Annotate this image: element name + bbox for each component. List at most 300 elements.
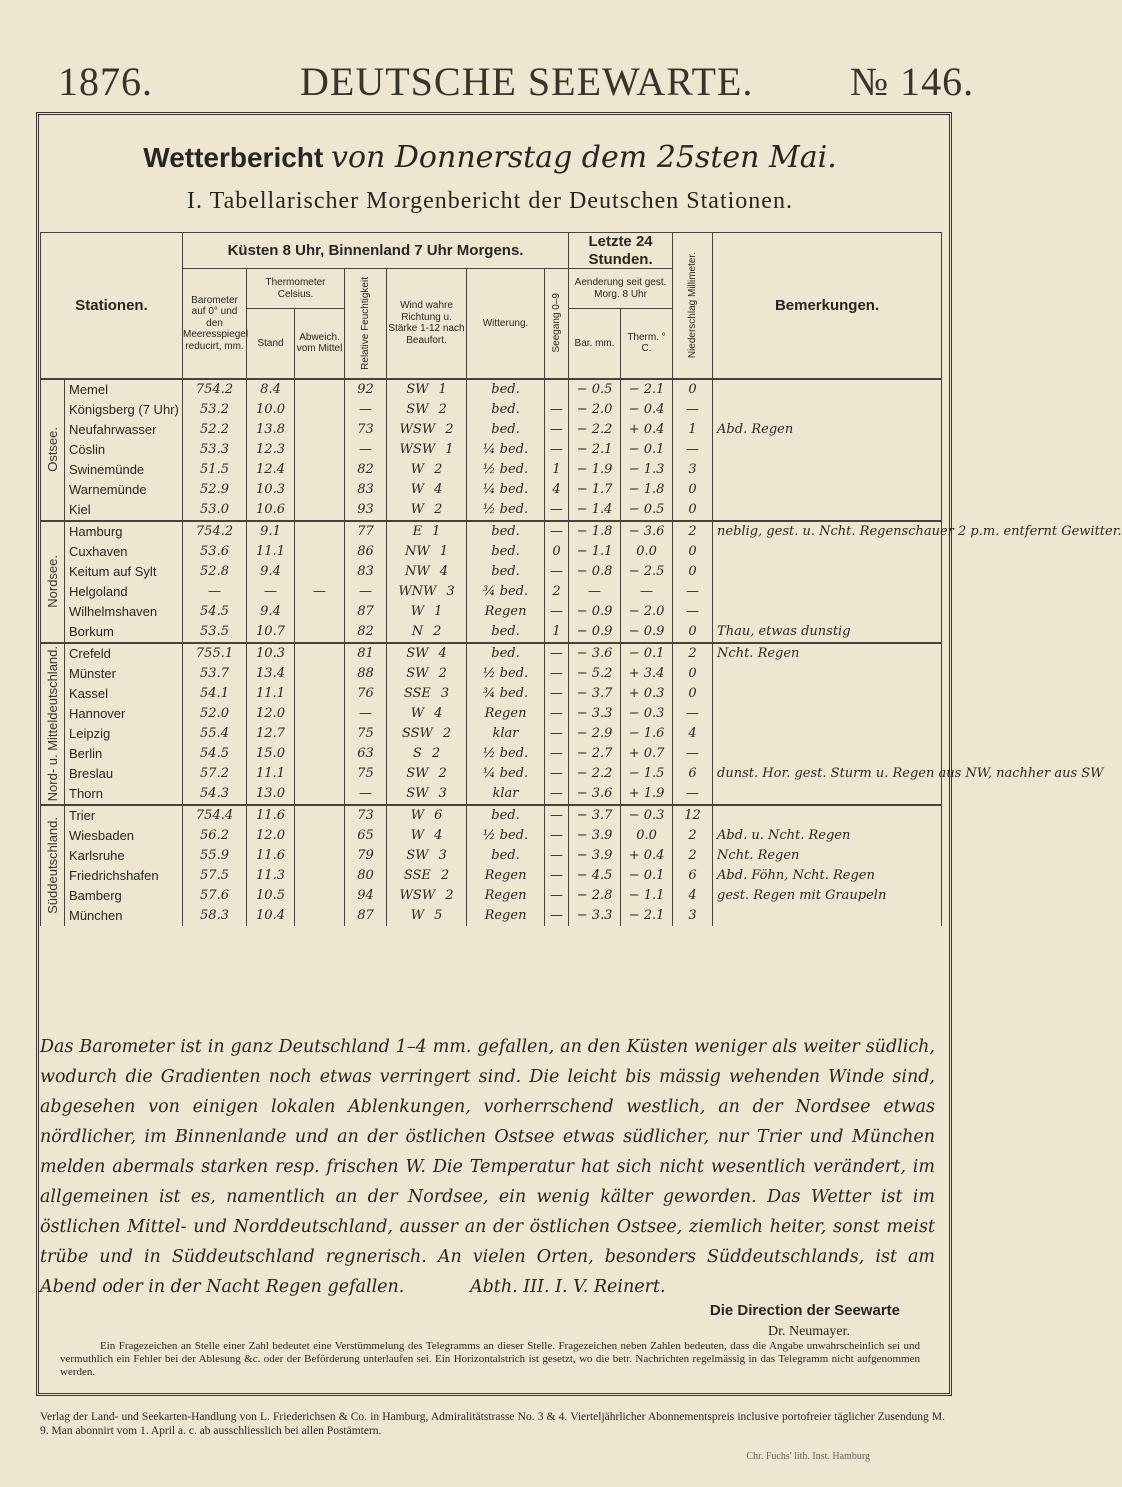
- cell-prec: 2: [673, 826, 713, 846]
- cell-remark: [713, 664, 942, 684]
- cell-sea: —: [545, 664, 569, 684]
- table-row: [41, 724, 942, 744]
- cell-prec: 12: [673, 805, 713, 826]
- cell-weather: ¼ bed.: [467, 440, 545, 460]
- cell-dev: [295, 866, 345, 886]
- cell-baro: 57.6: [183, 886, 247, 906]
- cell-dbar: − 2.7: [569, 744, 621, 764]
- cell-dev: [295, 846, 345, 866]
- cell-wind: SW 4: [387, 643, 467, 664]
- cell-wind: WSW 2: [387, 886, 467, 906]
- cell-prec: —: [673, 602, 713, 622]
- cell-baro: 52.0: [183, 704, 247, 724]
- cell-station: Breslau: [65, 764, 183, 784]
- cell-remark: [713, 784, 942, 805]
- cell-dtherm: − 2.1: [621, 906, 673, 926]
- cell-temp: 11.1: [247, 684, 295, 704]
- cell-temp: 8.4: [247, 379, 295, 400]
- table-row: [41, 664, 942, 684]
- cell-dtherm: − 2.1: [621, 379, 673, 400]
- cell-dbar: − 1.7: [569, 480, 621, 500]
- cell-baro: 755.1: [183, 643, 247, 664]
- cell-baro: 54.5: [183, 602, 247, 622]
- table-row: [41, 379, 942, 400]
- table-row: [41, 744, 942, 764]
- cell-dtherm: − 2.0: [621, 602, 673, 622]
- cell-dbar: —: [569, 582, 621, 602]
- cell-remark: [713, 744, 942, 764]
- cell-prec: 6: [673, 764, 713, 784]
- direction-signature: Die Direction der Seewarte: [709, 1302, 900, 1319]
- col-wind: Wind wahre Richtung u. Stärke 1-12 nach Beaufort.: [387, 269, 467, 379]
- cell-hum: 88: [345, 664, 387, 684]
- cell-wind: NW 4: [387, 562, 467, 582]
- cell-baro: 53.3: [183, 440, 247, 460]
- cell-sea: —: [545, 420, 569, 440]
- col-change: Aenderung seit gest. Morg. 8 Uhr: [569, 269, 673, 309]
- cell-prec: —: [673, 440, 713, 460]
- cell-remark: Ncht. Regen: [713, 846, 942, 866]
- cell-dtherm: + 0.7: [621, 744, 673, 764]
- cell-dtherm: − 0.1: [621, 866, 673, 886]
- cell-baro: 53.2: [183, 400, 247, 420]
- cell-wind: W 2: [387, 460, 467, 480]
- cell-hum: —: [345, 784, 387, 805]
- cell-station: Königsberg (7 Uhr): [65, 400, 183, 420]
- cell-remark: Abd. u. Ncht. Regen: [713, 826, 942, 846]
- cell-temp: 10.5: [247, 886, 295, 906]
- table-row: [41, 521, 942, 542]
- table-body: [41, 379, 1122, 926]
- cell-station: Hannover: [65, 704, 183, 724]
- cell-sea: —: [545, 866, 569, 886]
- cell-weather: bed.: [467, 562, 545, 582]
- cell-dev: [295, 500, 345, 521]
- table-row: [41, 805, 942, 826]
- cell-temp: 9.4: [247, 562, 295, 582]
- cell-prec: 0: [673, 562, 713, 582]
- cell-dtherm: − 2.5: [621, 562, 673, 582]
- cell-prec: 6: [673, 866, 713, 886]
- table-row: [41, 643, 942, 664]
- cell-station: Trier: [65, 805, 183, 826]
- cell-wind: W 5: [387, 906, 467, 926]
- cell-dbar: − 2.8: [569, 886, 621, 906]
- cell-dtherm: + 1.9: [621, 784, 673, 805]
- cell-wind: SW 1: [387, 379, 467, 400]
- cell-wind: SW 2: [387, 764, 467, 784]
- cell-station: Karlsruhe: [65, 846, 183, 866]
- cell-sea: —: [545, 764, 569, 784]
- cell-weather: bed.: [467, 400, 545, 420]
- cell-dbar: − 2.2: [569, 420, 621, 440]
- cell-wind: SSE 3: [387, 684, 467, 704]
- cell-dbar: − 3.7: [569, 805, 621, 826]
- cell-baro: 55.9: [183, 846, 247, 866]
- cell-sea: —: [545, 826, 569, 846]
- cell-sea: —: [545, 400, 569, 420]
- cell-baro: 52.2: [183, 420, 247, 440]
- cell-temp: 10.0: [247, 400, 295, 420]
- cell-sea: —: [545, 784, 569, 805]
- cell-station: Thorn: [65, 784, 183, 805]
- cell-temp: 11.6: [247, 846, 295, 866]
- cell-prec: 0: [673, 664, 713, 684]
- cell-wind: W 2: [387, 500, 467, 521]
- cell-weather: bed.: [467, 643, 545, 664]
- cell-hum: 65: [345, 826, 387, 846]
- cell-sea: —: [545, 643, 569, 664]
- weather-summary: [40, 1032, 935, 1302]
- cell-remark: [713, 724, 942, 744]
- table-row: [41, 906, 942, 926]
- report-subtitle: I. Tabellarischer Morgenbericht der Deutschen Stationen.: [187, 188, 793, 214]
- cell-hum: 77: [345, 521, 387, 542]
- col-precip: Niederschlag Millimeter.: [673, 233, 713, 379]
- cell-sea: —: [545, 440, 569, 460]
- table-row: [41, 886, 942, 906]
- col-group-morning: Küsten 8 Uhr, Binnenland 7 Uhr Morgens.: [183, 233, 569, 269]
- cell-sea: [545, 379, 569, 400]
- cell-temp: 11.3: [247, 866, 295, 886]
- cell-remark: [713, 542, 942, 562]
- cell-prec: 0: [673, 379, 713, 400]
- cell-remark: [713, 805, 942, 826]
- footnote: Ein Fragezeichen an Stelle einer Zahl bedeutet eine Verstümmelung des Telegramms an dieser Stelle. Fragezeichen neben Zahlen bedeuten, dass die Angabe unwahrscheinlich sei und vermuthlich ein Fehler bei der Ablesung &c. oder der Beförderung unterlaufen sei. Ein Horizontalstrich ist gesetzt, wo die betr. Nachrichten regelmässig in das Telegramm nicht aufgenommen werden.: [60, 1340, 920, 1378]
- cell-wind: N 2: [387, 622, 467, 643]
- cell-hum: —: [345, 400, 387, 420]
- table-row: [41, 764, 942, 784]
- cell-baro: 58.3: [183, 906, 247, 926]
- table-row: [41, 684, 942, 704]
- cell-wind: SW 3: [387, 846, 467, 866]
- cell-weather: bed.: [467, 846, 545, 866]
- cell-temp: 9.1: [247, 521, 295, 542]
- cell-prec: 4: [673, 724, 713, 744]
- cell-remark: gest. Regen mit Graupeln: [713, 886, 942, 906]
- cell-dev: [295, 400, 345, 420]
- cell-dtherm: —: [621, 582, 673, 602]
- cell-dtherm: − 0.4: [621, 400, 673, 420]
- summary-text: Das Barometer ist in ganz Deutschland 1–4 mm. gefallen, an den Küsten weniger als weiter südlich, wodurch die Gradienten noch etwas verringert sind. Die leicht bis mässig wehenden Winde sind, abgesehen von einigen lokalen Ablenkungen, vorherrschend westlich, an der Nordsee etwas nördlicher, im Binnenlande und an der östlichen Ostsee etwas südlicher, nur Trier und München melden abermals starken resp. frischen W. Die Temperatur hat sich nicht wesentlich verändert, im allgemeinen ist es, namentlich an der Nordsee, ein wenig kälter geworden. Das Wetter ist im östlichen Mittel- und Norddeutschland, ausser an der östlichen Ostsee, ziemlich heiter, sonst meist trübe und in Süddeutschland regnerisch. An vielen Orten, besonders Süddeutschlands, ist am Abend oder in der Nacht Regen gefallen.: [40, 1037, 935, 1297]
- cell-station: Wilhelmshaven: [65, 602, 183, 622]
- cell-station: Wiesbaden: [65, 826, 183, 846]
- report-title: [40, 140, 940, 175]
- cell-remark: [713, 602, 942, 622]
- region-label: Ostsee.: [41, 379, 65, 521]
- weather-table: [40, 232, 1122, 926]
- cell-dev: [295, 480, 345, 500]
- cell-remark: [713, 379, 942, 521]
- table-row: [41, 622, 942, 643]
- cell-weather: ½ bed.: [467, 826, 545, 846]
- cell-prec: 2: [673, 521, 713, 542]
- remark-text: Abd. Regen: [717, 421, 794, 437]
- cell-baro: 51.5: [183, 460, 247, 480]
- cell-dev: [295, 622, 345, 643]
- cell-baro: 56.2: [183, 826, 247, 846]
- cell-hum: 79: [345, 846, 387, 866]
- cell-sea: —: [545, 704, 569, 724]
- cell-dbar: − 1.1: [569, 542, 621, 562]
- cell-sea: 1: [545, 622, 569, 643]
- cell-temp: 10.3: [247, 480, 295, 500]
- col-thermometer: Thermometer Celsius.: [247, 269, 345, 309]
- cell-dev: [295, 542, 345, 562]
- cell-baro: 54.5: [183, 744, 247, 764]
- cell-temp: 10.6: [247, 500, 295, 521]
- cell-dev: [295, 764, 345, 784]
- table-row: [41, 602, 942, 622]
- cell-wind: W 4: [387, 826, 467, 846]
- cell-sea: —: [545, 724, 569, 744]
- cell-hum: —: [345, 582, 387, 602]
- year: 1876.: [58, 59, 153, 104]
- cell-wind: W 4: [387, 480, 467, 500]
- table-row: [41, 562, 942, 582]
- cell-temp: —: [247, 582, 295, 602]
- cell-station: Neufahrwasser: [65, 420, 183, 440]
- cell-hum: 93: [345, 500, 387, 521]
- cell-weather: Regen: [467, 906, 545, 926]
- cell-dbar: − 0.5: [569, 379, 621, 400]
- cell-dev: [295, 744, 345, 764]
- cell-hum: 75: [345, 764, 387, 784]
- cell-remark: Ncht. Regen: [713, 643, 942, 664]
- cell-dev: [295, 886, 345, 906]
- cell-dtherm: − 1.6: [621, 724, 673, 744]
- cell-dbar: − 3.3: [569, 906, 621, 926]
- cell-sea: 4: [545, 480, 569, 500]
- cell-remark: dunst. Hor. gest. Sturm u. Regen aus NW, nachher aus SW: [713, 764, 942, 784]
- cell-baro: 52.8: [183, 562, 247, 582]
- cell-hum: 63: [345, 744, 387, 764]
- col-bar-change: Bar. mm.: [569, 309, 621, 379]
- cell-temp: 10.3: [247, 643, 295, 664]
- table-row: [41, 866, 942, 886]
- cell-weather: klar: [467, 724, 545, 744]
- cell-hum: 82: [345, 460, 387, 480]
- cell-hum: —: [345, 440, 387, 460]
- cell-dbar: − 2.2: [569, 764, 621, 784]
- cell-dev: [295, 684, 345, 704]
- cell-baro: 754.4: [183, 805, 247, 826]
- cell-wind: SW 2: [387, 664, 467, 684]
- publisher-title: DEUTSCHE SEEWARTE.: [300, 59, 754, 104]
- cell-prec: 4: [673, 886, 713, 906]
- cell-temp: 11.1: [247, 764, 295, 784]
- cell-remark: [713, 562, 942, 582]
- cell-dtherm: 0.0: [621, 826, 673, 846]
- cell-temp: 10.4: [247, 906, 295, 926]
- cell-sea: —: [545, 906, 569, 926]
- cell-dtherm: − 1.1: [621, 886, 673, 906]
- cell-dtherm: − 0.9: [621, 622, 673, 643]
- cell-baro: 52.9: [183, 480, 247, 500]
- cell-dbar: − 3.7: [569, 684, 621, 704]
- cell-station: Warnemünde: [65, 480, 183, 500]
- cell-hum: 86: [345, 542, 387, 562]
- cell-dtherm: + 3.4: [621, 664, 673, 684]
- cell-weather: ¾ bed.: [467, 684, 545, 704]
- cell-hum: —: [345, 704, 387, 724]
- cell-weather: bed.: [467, 622, 545, 643]
- cell-remark: [713, 684, 942, 704]
- cell-hum: 83: [345, 562, 387, 582]
- cell-hum: 87: [345, 602, 387, 622]
- cell-sea: 0: [545, 542, 569, 562]
- cell-station: Swinemünde: [65, 460, 183, 480]
- cell-dev: [295, 379, 345, 400]
- cell-hum: 73: [345, 805, 387, 826]
- cell-dbar: − 3.6: [569, 784, 621, 805]
- cell-dev: [295, 906, 345, 926]
- table-row: [41, 542, 942, 562]
- col-therm-dev: Abweich. vom Mittel: [295, 309, 345, 379]
- cell-sea: —: [545, 500, 569, 521]
- cell-prec: 3: [673, 906, 713, 926]
- cell-sea: —: [545, 521, 569, 542]
- cell-hum: 76: [345, 684, 387, 704]
- cell-remark: [713, 704, 942, 724]
- cell-temp: 12.3: [247, 440, 295, 460]
- cell-hum: 83: [345, 480, 387, 500]
- cell-hum: 81: [345, 643, 387, 664]
- col-weather: Witterung.: [467, 269, 545, 379]
- cell-dev: [295, 440, 345, 460]
- table-row: [41, 846, 942, 866]
- cell-prec: —: [673, 400, 713, 420]
- cell-station: Berlin: [65, 744, 183, 764]
- cell-prec: —: [673, 704, 713, 724]
- cell-dtherm: − 0.1: [621, 440, 673, 460]
- cell-temp: 13.4: [247, 664, 295, 684]
- table-row: [41, 582, 942, 602]
- cell-hum: 87: [345, 906, 387, 926]
- cell-weather: bed.: [467, 379, 545, 400]
- cell-dtherm: − 3.6: [621, 521, 673, 542]
- cell-prec: 2: [673, 643, 713, 664]
- cell-wind: NW 1: [387, 542, 467, 562]
- cell-dbar: − 0.9: [569, 622, 621, 643]
- col-therm-change: Therm. ° C.: [621, 309, 673, 379]
- cell-temp: 12.4: [247, 460, 295, 480]
- cell-dtherm: − 1.3: [621, 460, 673, 480]
- cell-prec: 0: [673, 500, 713, 521]
- cell-prec: 0: [673, 480, 713, 500]
- cell-prec: 3: [673, 460, 713, 480]
- cell-station: Kassel: [65, 684, 183, 704]
- cell-dbar: − 1.9: [569, 460, 621, 480]
- cell-dev: [295, 643, 345, 664]
- cell-sea: 1: [545, 460, 569, 480]
- cell-wind: SSE 2: [387, 866, 467, 886]
- table-row: [41, 784, 942, 805]
- cell-remark: neblig, gest. u. Ncht. Regenschauer 2 p.m. entfernt Gewitter.: [713, 521, 942, 542]
- cell-prec: —: [673, 744, 713, 764]
- title-date: von Donnerstag dem 25sten Mai.: [331, 140, 837, 175]
- col-barometer: Barometer auf 0° und den Meeresspiegel reducirt, mm.: [183, 269, 247, 379]
- cell-dev: [295, 724, 345, 744]
- cell-temp: 12.7: [247, 724, 295, 744]
- cell-station: Cöslin: [65, 440, 183, 460]
- cell-wind: SW 2: [387, 400, 467, 420]
- cell-dev: [295, 562, 345, 582]
- cell-hum: 75: [345, 724, 387, 744]
- table-row: [41, 826, 942, 846]
- cell-wind: SW 3: [387, 784, 467, 805]
- cell-hum: 94: [345, 886, 387, 906]
- cell-weather: bed.: [467, 521, 545, 542]
- cell-dtherm: + 0.4: [621, 846, 673, 866]
- issue-number: № 146.: [850, 59, 975, 104]
- cell-station: Leipzig: [65, 724, 183, 744]
- cell-dbar: − 1.8: [569, 521, 621, 542]
- cell-dbar: − 4.5: [569, 866, 621, 886]
- cell-sea: —: [545, 805, 569, 826]
- publisher-note: Verlag der Land- und Seekarten-Handlung von L. Friederichsen & Co. in Hamburg, Admiralitätstrasse No. 3 & 4. Vierteljährlicher Abonnementspreis inclusive portofreier täglicher Zusendung M. 9. Man abonnirt vom 1. April a. c. ab ausschliesslich bei allen Postämtern.: [40, 1411, 945, 1437]
- cell-station: Helgoland: [65, 582, 183, 602]
- cell-remark: [713, 906, 942, 926]
- cell-temp: 15.0: [247, 744, 295, 764]
- cell-dtherm: + 0.3: [621, 684, 673, 704]
- cell-weather: bed.: [467, 420, 545, 440]
- cell-dev: [295, 826, 345, 846]
- cell-dbar: − 0.8: [569, 562, 621, 582]
- cell-dtherm: + 0.4: [621, 420, 673, 440]
- cell-station: Hamburg: [65, 521, 183, 542]
- cell-station: München: [65, 906, 183, 926]
- table-row: [41, 704, 942, 724]
- cell-weather: ½ bed.: [467, 664, 545, 684]
- cell-dev: —: [295, 582, 345, 602]
- cell-weather: Regen: [467, 602, 545, 622]
- cell-baro: 57.2: [183, 764, 247, 784]
- cell-station: Bamberg: [65, 886, 183, 906]
- cell-baro: 57.5: [183, 866, 247, 886]
- summary-signature: Abth. III. I. V. Reinert.: [469, 1277, 666, 1297]
- col-sea: Seegang 0–9: [545, 269, 569, 379]
- cell-remark: [713, 582, 942, 602]
- cell-dbar: − 3.9: [569, 846, 621, 866]
- cell-weather: klar: [467, 784, 545, 805]
- director-name: Dr. Neumayer.: [767, 1324, 850, 1339]
- cell-baro: 54.3: [183, 784, 247, 805]
- cell-dbar: − 1.4: [569, 500, 621, 521]
- cell-dtherm: − 1.8: [621, 480, 673, 500]
- cell-prec: 0: [673, 622, 713, 643]
- cell-dtherm: − 0.5: [621, 500, 673, 521]
- cell-baro: 54.1: [183, 684, 247, 704]
- cell-temp: 9.4: [247, 602, 295, 622]
- cell-dtherm: 0.0: [621, 542, 673, 562]
- cell-dev: [295, 805, 345, 826]
- col-stations: Stationen.: [41, 233, 183, 379]
- cell-dbar: − 0.9: [569, 602, 621, 622]
- cell-dtherm: − 1.5: [621, 764, 673, 784]
- cell-hum: 80: [345, 866, 387, 886]
- cell-weather: Regen: [467, 866, 545, 886]
- cell-wind: W 4: [387, 704, 467, 724]
- col-therm-stand: Stand: [247, 309, 295, 379]
- cell-hum: 82: [345, 622, 387, 643]
- cell-wind: WNW 3: [387, 582, 467, 602]
- cell-temp: 10.7: [247, 622, 295, 643]
- cell-station: Cuxhaven: [65, 542, 183, 562]
- cell-sea: —: [545, 846, 569, 866]
- cell-weather: ½ bed.: [467, 500, 545, 521]
- cell-dev: [295, 521, 345, 542]
